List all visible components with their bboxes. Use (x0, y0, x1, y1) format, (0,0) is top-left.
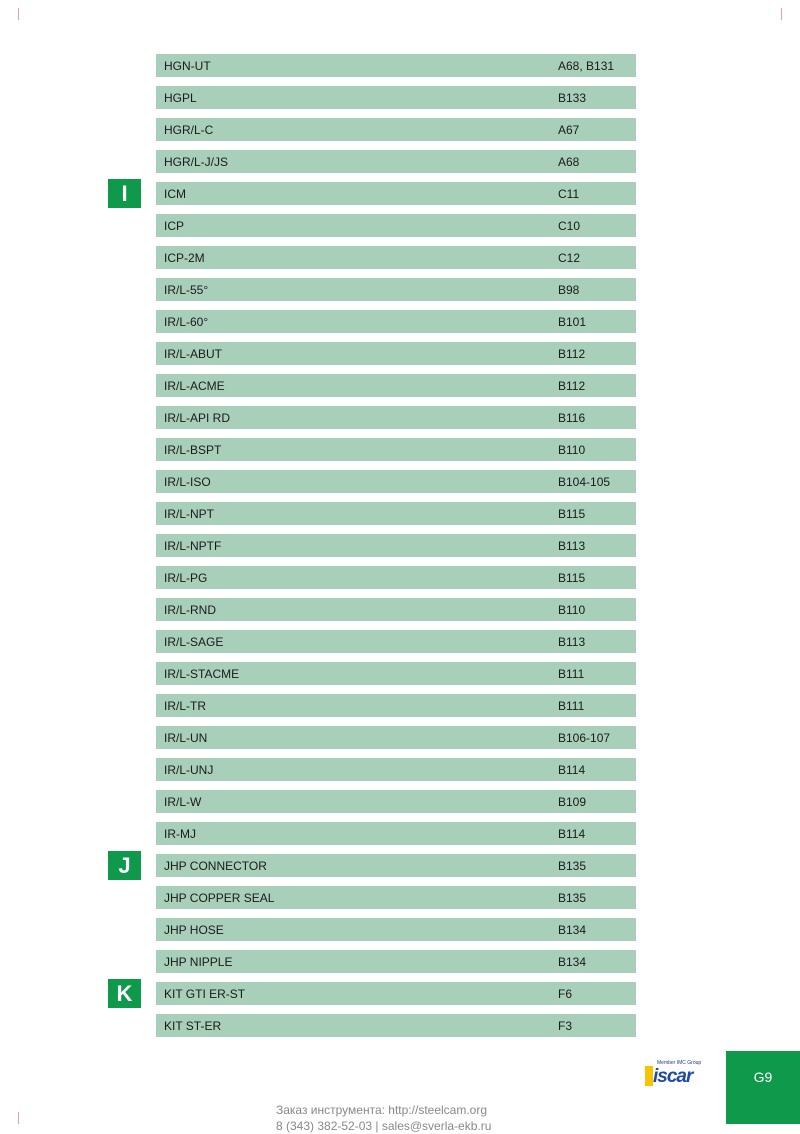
index-row-page: B111 (558, 667, 585, 681)
index-row-page: C10 (558, 219, 581, 233)
index-row-page: B109 (558, 795, 587, 809)
index-row (156, 438, 636, 461)
index-row (156, 630, 636, 653)
index-row-page: B111 (558, 699, 585, 713)
index-row-page: B134 (558, 955, 587, 969)
index-row (156, 726, 636, 749)
section-letter-badge: J (108, 851, 141, 880)
index-row (156, 502, 636, 525)
index-row (156, 918, 636, 941)
footer-order-line: Заказ инструмента: http://steelcam.org (276, 1103, 488, 1117)
index-row (156, 54, 636, 77)
index-row (156, 822, 636, 845)
index-row-name: IR/L-ISO (164, 475, 211, 489)
index-row-page: B110 (558, 603, 586, 617)
index-row (156, 1014, 636, 1037)
index-row-page: B116 (558, 411, 586, 425)
index-row (156, 118, 636, 141)
index-row-name: IR/L-SAGE (164, 635, 224, 649)
index-row-page: B113 (558, 635, 586, 649)
index-row (156, 662, 636, 685)
index-row-name: JHP COPPER SEAL (164, 891, 275, 905)
index-row-name: HGR/L-C (164, 123, 214, 137)
index-row-page: B110 (558, 443, 586, 457)
index-row-name: IR/L-STACME (164, 667, 240, 681)
index-row-name: ICP (164, 219, 185, 233)
index-row-name: IR/L-PG (164, 571, 208, 585)
index-row (156, 406, 636, 429)
index-row-page: B112 (558, 347, 586, 361)
footer-contact-line: 8 (343) 382-52-03 | sales@sverla-ekb.ru (276, 1119, 492, 1133)
index-row (156, 182, 636, 205)
page-number-tab (726, 1051, 800, 1124)
index-row (156, 310, 636, 333)
index-row-name: HGN-UT (164, 59, 211, 73)
index-table (156, 54, 636, 1046)
index-row-name: IR/L-UNJ (164, 763, 214, 777)
crop-mark-top-left (18, 8, 19, 20)
index-row-name: IR/L-NPTF (164, 539, 222, 553)
index-row-name: JHP CONNECTOR (164, 859, 267, 873)
index-row-page: B115 (558, 571, 586, 585)
index-row-page: B115 (558, 507, 586, 521)
logo-tagline: Member IMC Group (657, 1060, 702, 1066)
index-row (156, 598, 636, 621)
index-row-page: C11 (558, 187, 580, 201)
index-row (156, 854, 636, 877)
index-row-name: IR/L-W (164, 795, 202, 809)
index-row (156, 950, 636, 973)
index-row-page: B98 (558, 283, 580, 297)
index-row-page: B106-107 (558, 731, 611, 745)
index-row-page: A67 (558, 123, 580, 137)
index-row-name: JHP HOSE (164, 923, 224, 937)
index-row-name: ICP-2M (164, 251, 205, 265)
index-row-name: IR/L-55° (164, 283, 209, 297)
iscar-logo (645, 1060, 713, 1090)
index-row-page: B113 (558, 539, 586, 553)
index-row (156, 86, 636, 109)
index-row-name: IR/L-ABUT (164, 347, 223, 361)
crop-mark-bottom-left (18, 1112, 19, 1124)
index-row-page: B104-105 (558, 475, 611, 489)
index-row (156, 886, 636, 909)
index-row-name: IR/L-NPT (164, 507, 215, 521)
index-row-page: B134 (558, 923, 587, 937)
index-row-page: F3 (558, 1019, 573, 1033)
index-row-page: B114 (558, 763, 586, 777)
index-row-name: HGR/L-J/JS (164, 155, 229, 169)
index-row (156, 342, 636, 365)
index-row (156, 566, 636, 589)
index-row-name: HGPL (164, 91, 197, 105)
index-row (156, 374, 636, 397)
crop-mark-top-right (781, 8, 782, 20)
logo-mark (645, 1066, 653, 1086)
index-row-page: C12 (558, 251, 581, 265)
index-row-page: B112 (558, 379, 586, 393)
section-letter-badge: K (108, 979, 141, 1008)
index-row-page: B133 (558, 91, 587, 105)
index-row (156, 278, 636, 301)
index-row-page: A68 (558, 155, 580, 169)
index-row (156, 534, 636, 557)
index-row-name: IR-MJ (164, 827, 196, 841)
logo-wordmark: iscar (653, 1066, 693, 1087)
index-row-name: IR/L-UN (164, 731, 208, 745)
index-row-name: IR/L-TR (164, 699, 206, 713)
index-row (156, 470, 636, 493)
index-row (156, 790, 636, 813)
index-row-page: B114 (558, 827, 586, 841)
index-row-name: IR/L-BSPT (164, 443, 222, 457)
index-row-name: ICM (164, 187, 186, 201)
index-row-name: IR/L-API RD (164, 411, 231, 425)
page-number: G9 (753, 1069, 773, 1085)
index-row (156, 694, 636, 717)
index-row-page: B101 (558, 315, 587, 329)
index-row-name: IR/L-60° (164, 315, 209, 329)
index-row-name: IR/L-RND (164, 603, 217, 617)
index-row-page: B135 (558, 891, 587, 905)
index-row-name: JHP NIPPLE (164, 955, 233, 969)
index-row-page: F6 (558, 987, 573, 1001)
index-row (156, 246, 636, 269)
index-row (156, 758, 636, 781)
index-row-name: KIT GTI ER-ST (164, 987, 246, 1001)
index-row (156, 214, 636, 237)
index-row (156, 150, 636, 173)
index-row (156, 982, 636, 1005)
index-row-page: A68, B131 (558, 59, 615, 73)
section-letter-badge: I (108, 179, 141, 208)
index-row-name: IR/L-ACME (164, 379, 225, 393)
index-row-page: B135 (558, 859, 587, 873)
footer (276, 1102, 491, 1134)
index-row-name: KIT ST-ER (164, 1019, 222, 1033)
